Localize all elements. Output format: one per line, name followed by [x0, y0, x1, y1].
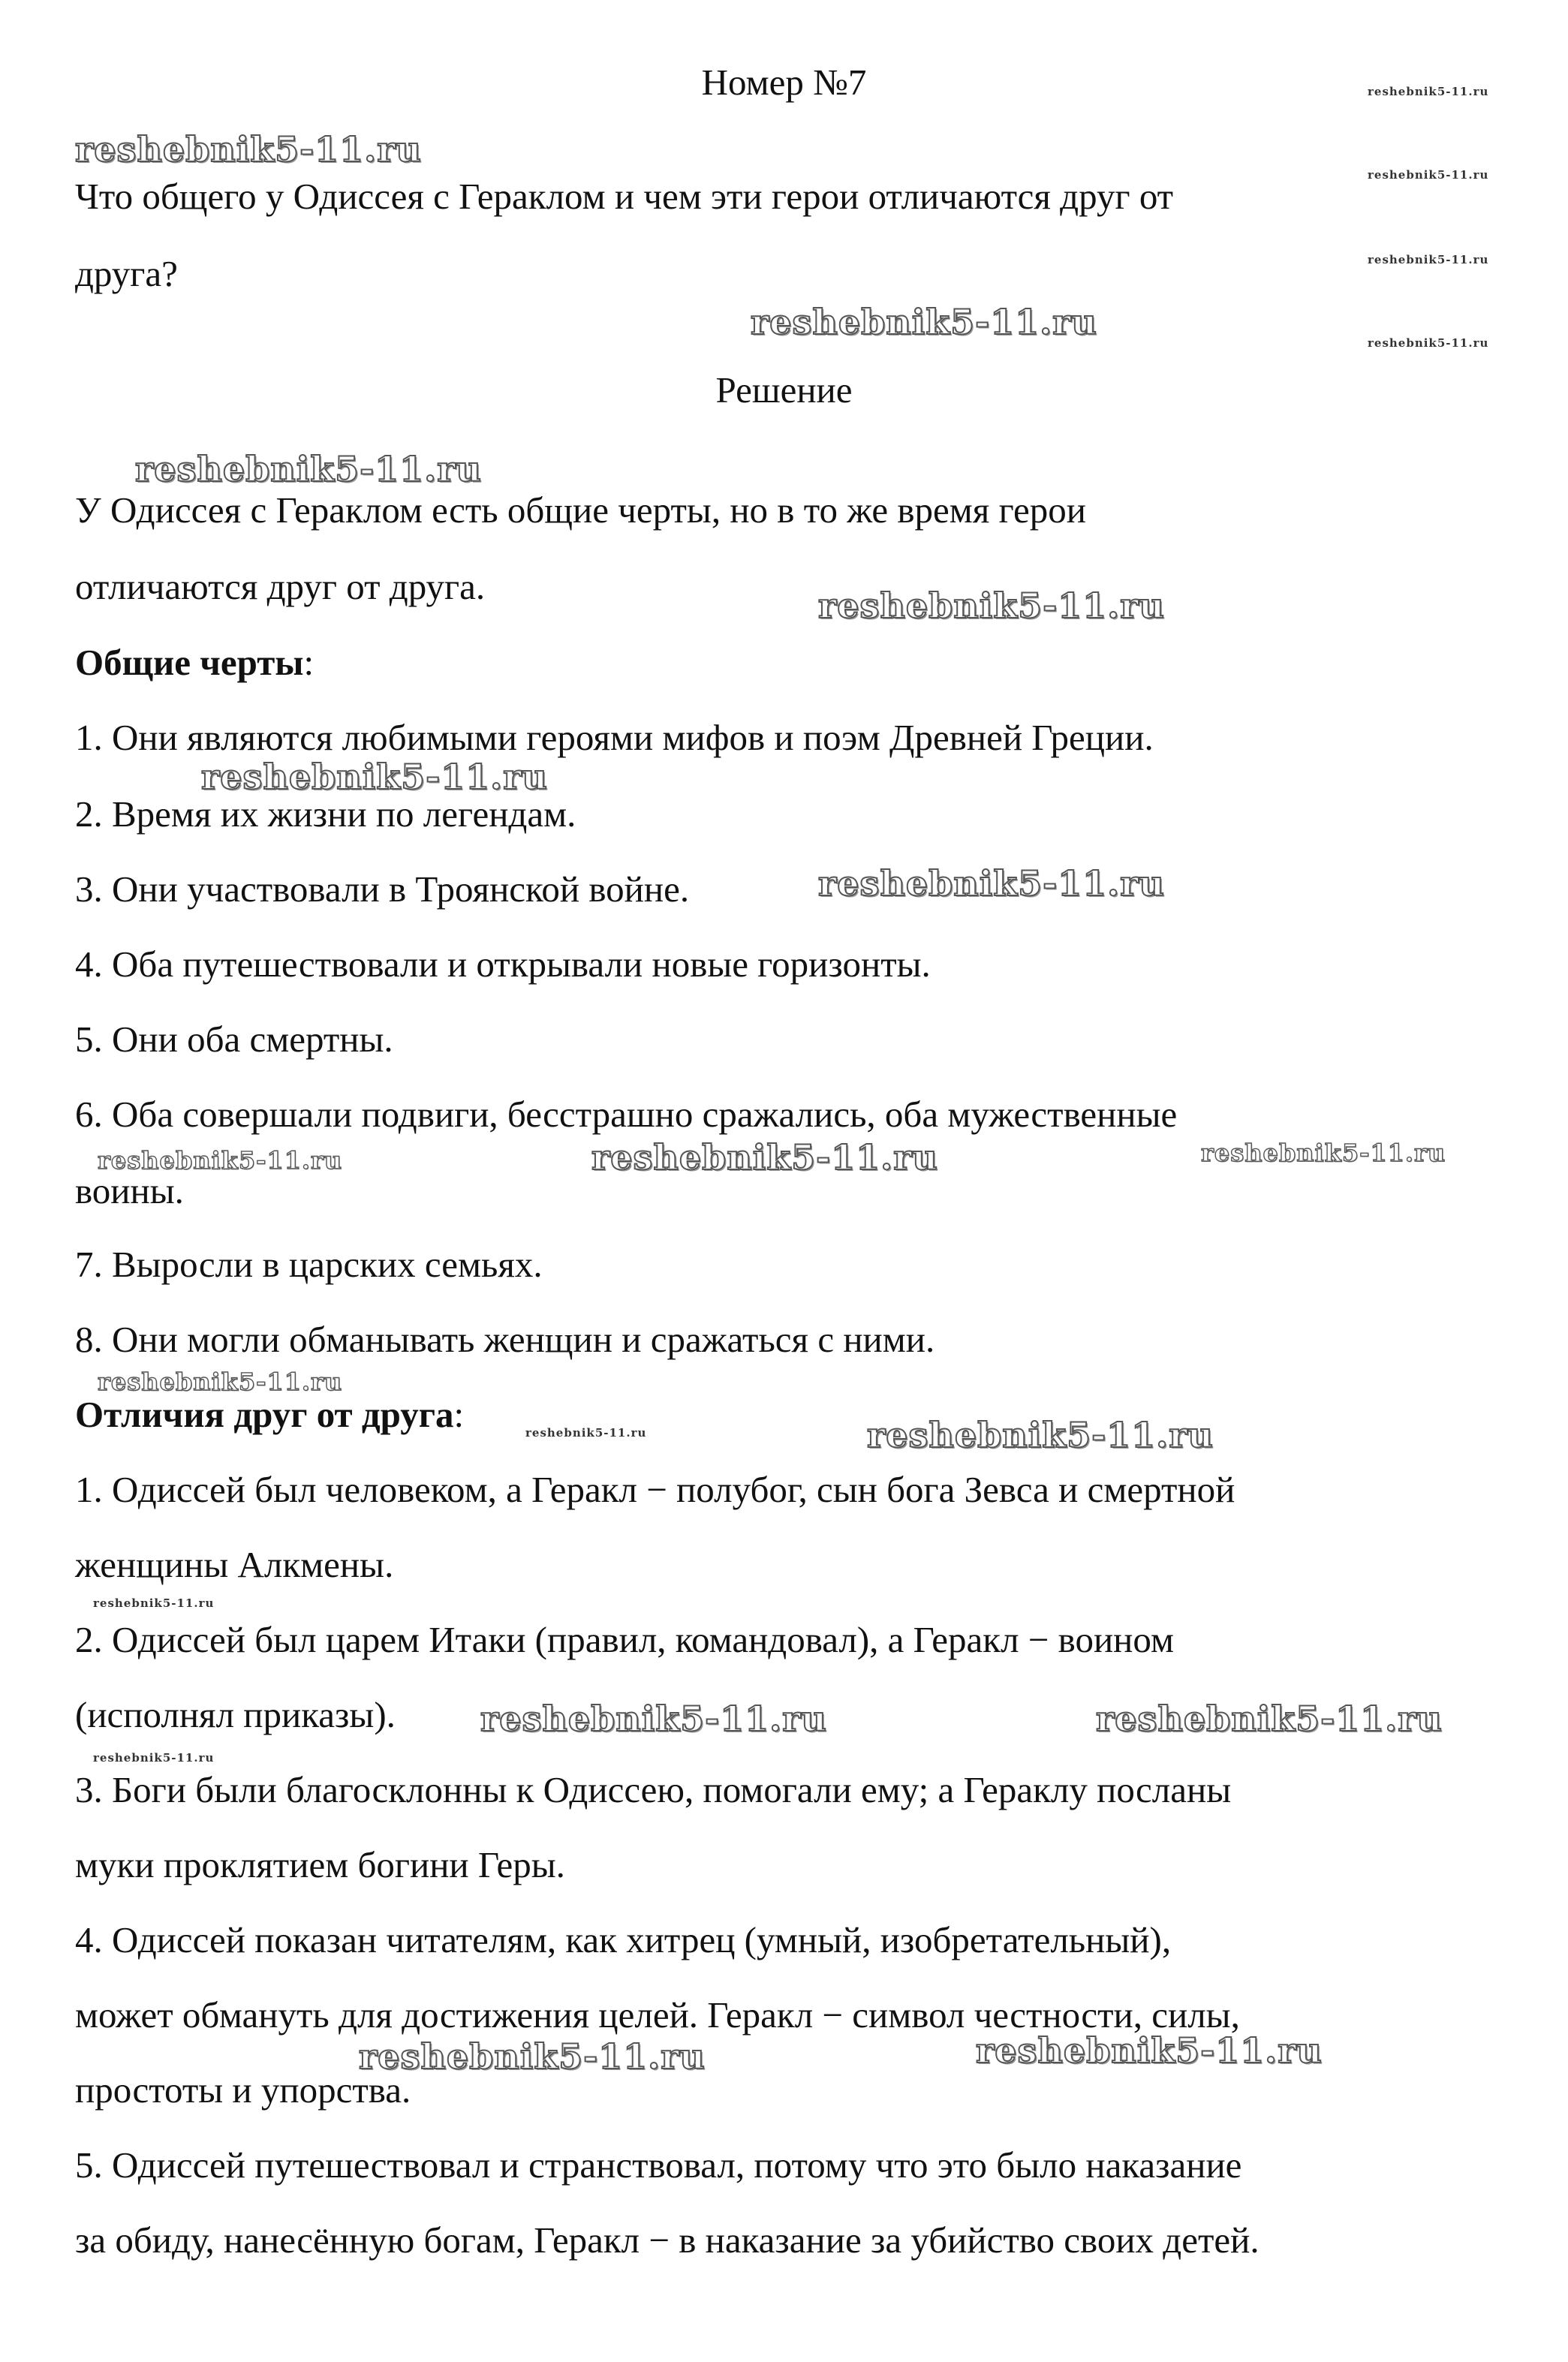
watermark: reshebnik5-11.ru: [976, 2030, 1323, 2071]
difference-line: простоты и упорства.: [75, 2069, 411, 2111]
difference-line: за обиду, нанесённую богам, Геракл − в наказание за убийство своих детей.: [75, 2219, 1260, 2261]
common-features-colon: :: [303, 642, 315, 683]
differences-colon: :: [453, 1394, 465, 1435]
watermark: reshebnik5-11.ru: [135, 449, 482, 489]
difference-line: (исполнял приказы).: [75, 1694, 396, 1735]
watermark: reshebnik5-11.ru: [93, 1751, 215, 1765]
common-item: 2. Время их жизни по легендам.: [75, 793, 576, 835]
watermark: reshebnik5-11.ru: [867, 1415, 1214, 1455]
question-line-2: друга?: [75, 253, 178, 294]
common-features-heading: [75, 640, 314, 685]
watermark: reshebnik5-11.ru: [818, 585, 1165, 626]
watermark: reshebnik5-11.ru: [201, 757, 548, 797]
watermark: reshebnik5-11.ru: [818, 863, 1165, 904]
watermark: reshebnik5-11.ru: [98, 1146, 343, 1175]
solution-heading: Решение: [715, 369, 853, 411]
watermark: reshebnik5-11.ru: [751, 302, 1097, 342]
watermark: reshebnik5-11.ru: [1368, 253, 1489, 266]
watermark: reshebnik5-11.ru: [1368, 85, 1489, 98]
intro-line-2: отличаются друг от друга.: [75, 566, 486, 607]
differences-title: Отличия друг от друга: [75, 1394, 454, 1435]
common-item: 5. Они оба смертны.: [75, 1019, 393, 1060]
difference-line: может обмануть для достижения целей. Геракл − символ честности, силы,: [75, 1994, 1240, 2036]
difference-line: 1. Одиссей был человеком, а Геракл − полубог, сын бога Зевса и смертной: [75, 1469, 1235, 1510]
watermark: reshebnik5-11.ru: [98, 1368, 343, 1396]
watermark: reshebnik5-11.ru: [93, 1596, 215, 1610]
common-item: 1. Они являются любимыми героями мифов и поэм Древней Греции.: [75, 717, 1154, 758]
difference-line: 5. Одиссей путешествовал и странствовал, потому что это было наказание: [75, 2144, 1242, 2186]
watermark: reshebnik5-11.ru: [1201, 1139, 1446, 1167]
common-item: 3. Они участвовали в Троянской войне.: [75, 868, 690, 910]
differences-heading: [75, 1392, 464, 1437]
watermark: reshebnik5-11.ru: [75, 129, 422, 170]
watermark: reshebnik5-11.ru: [525, 1426, 647, 1440]
difference-line: муки проклятием богини Геры.: [75, 1844, 565, 1885]
common-item-continuation: воины.: [75, 1170, 184, 1211]
common-item: 6. Оба совершали подвиги, бесстрашно сражались, оба мужественные: [75, 1094, 1178, 1135]
watermark: reshebnik5-11.ru: [591, 1137, 938, 1178]
common-item: 4. Оба путешествовали и открывали новые горизонты.: [75, 943, 931, 985]
watermark: reshebnik5-11.ru: [1096, 1699, 1443, 1739]
watermark: reshebnik5-11.ru: [359, 2036, 706, 2077]
difference-line: 4. Одиссей показан читателям, как хитрец (умный, изобретательный),: [75, 1919, 1172, 1960]
difference-line: 3. Боги были благосклонны к Одиссею, помогали ему; а Гераклу посланы: [75, 1769, 1232, 1810]
common-item: 8. Они могли обманывать женщин и сражаться с ними.: [75, 1319, 935, 1360]
common-features-title: Общие черты: [75, 642, 304, 683]
watermark: reshebnik5-11.ru: [1368, 168, 1489, 182]
watermark: reshebnik5-11.ru: [480, 1699, 827, 1739]
common-item: 7. Выросли в царских семьях.: [75, 1244, 543, 1285]
intro-line-1: У Одиссея с Гераклом есть общие черты, но в то же время герои: [75, 489, 1087, 531]
question-line-1: Что общего у Одиссея с Гераклом и чем эти герои отличаются друг от: [75, 176, 1174, 217]
difference-line: 2. Одиссей был царем Итаки (правил, командовал), а Геракл − воином: [75, 1619, 1174, 1660]
difference-line: женщины Алкмены.: [75, 1544, 394, 1585]
page-title: Номер №7: [701, 62, 867, 103]
watermark: reshebnik5-11.ru: [1368, 336, 1489, 350]
